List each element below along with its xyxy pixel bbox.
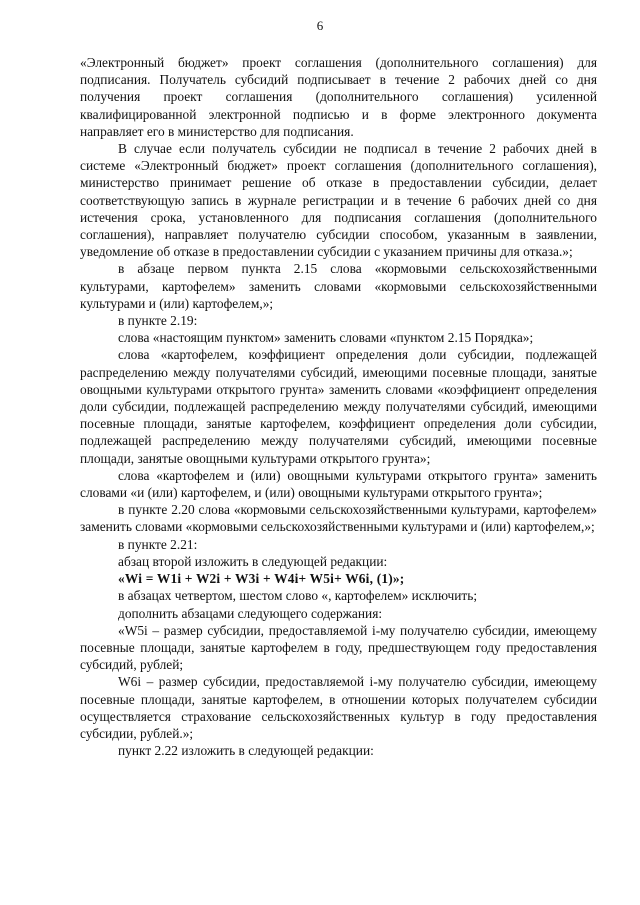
paragraph-continuation: «Электронный бюджет» проект соглашения (дополнительного соглашения) для подписания. Получатель субсидий подписывает в течение 2 рабочих дней со дня получения проект соглашения (дополнительного соглашения) усиленной квалифицированной электронной подписью и в форме электронного документа направляет его в министерство для подписания. [80,55,597,139]
paragraph-w5i: «W5i – размер субсидии, предоставляемой i-му получателю субсидии, имеющему посевные площади, занятые картофелем в году, предшествующем году предоставления субсидий, рублей; [80,622,597,673]
paragraph-2-22: пункт 2.22 изложить в следующей редакции: [118,743,374,759]
paragraph-2-21-heading: в пункте 2.21: [118,536,198,552]
paragraph-w6i: W6i – размер субсидии, предоставляемой i-му получателю субсидии, имеющему посевные площади, занятые картофелем, в отношении которых получателем субсидии осуществляется страхование сельскохозяйственных культур в году предоставления субсидии, рублей.»; [80,674,597,741]
paragraph-2-21-exclude: в абзацах четвертом, шестом слово «, картофелем» исключить; [118,588,478,604]
paragraph-2-21-add: дополнить абзацами следующего содержания: [118,605,383,621]
paragraph-2-19-crops: слова «картофелем и (или) овощными культурами открытого грунта» заменить словами «и (или) картофелем, и (или) овощными культурами открытого грунта»; [80,467,597,501]
paragraph-2-15: в абзаце первом пункта 2.15 слова «кормовыми сельскохозяйственными культурами, картофелем» заменить словами «кормовыми сельскохозяйственными культурами и (или) картофелем,»; [80,261,597,311]
document-body [80,54,597,759]
paragraph-refusal: В случае если получатель субсидии не подписал в течение 2 рабочих дней в системе «Электронный бюджет» проект соглашения (дополнительного соглашения), министерство принимает решение об отказе в предоставлении субсидии, делает соответствующую запись в журнале регистрации и в течение 6 рабочих дней со дня истечения срока, установленного для подписания соглашения (дополнительного соглашения), направляет получателю субсидии способом, указанным в заявлении, уведомление об отказе в предоставлении субсидии с указанием причины для отказа.»; [80,141,597,260]
paragraph-2-19-coefficient: слова «картофелем, коэффициент определения доли субсидии, подлежащей распределению между получателями субсидий, имеющими посевные площади, занятые овощными культурами открытого грунта» заменить словами «коэффициент определения доли субсидии, подлежащей распределению между получателями субсидий, имеющими посевные площади, занятые картофелем, коэффициент определения доли субсидии, подлежащей распределению между получателями субсидий, имеющими посевные площади, занятые овощными культурами открытого грунта»; [80,347,597,466]
paragraph-2-20: в пункте 2.20 слова «кормовыми сельскохозяйственными культурами, картофелем» заменить словами «кормовыми сельскохозяйственными культурами и (или) картофелем,»; [80,502,597,535]
paragraph-2-19-words: слова «настоящим пунктом» заменить словами «пунктом 2.15 Порядка»; [118,330,534,346]
paragraph-2-19-heading: в пункте 2.19: [118,313,198,329]
paragraph-2-21-second: абзац второй изложить в следующей редакции: [118,553,388,569]
formula-wi: «Wi = W1i + W2i + W3i + W4i+ W5i+ W6i, (1)»; [118,571,405,587]
page-number: 6 [316,18,324,33]
